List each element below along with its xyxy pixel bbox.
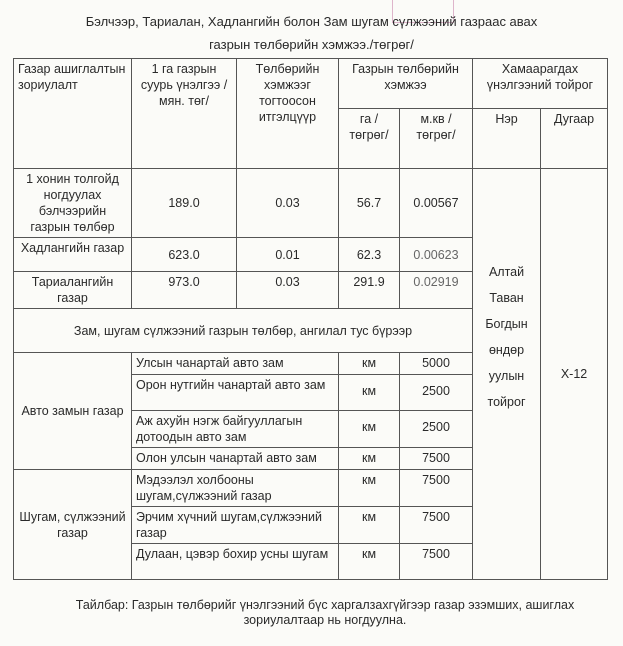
row-purpose: Хадлангийн газар [14,238,132,272]
row-sqm: 0.02919 [400,272,473,309]
road-item-value: 7500 [400,448,473,470]
row-ha: 56.7 [339,169,400,238]
row-base: 623.0 [132,238,237,272]
zone-name [473,169,541,580]
road-item-unit: км [339,448,400,470]
line-item-unit: км [339,470,400,507]
header-base-value: 1 га газрын суурь үнэлгээ /мян. төг/ [132,59,237,169]
header-coefficient: Төлбөрийн хэмжээг тогтоосон итгэлцүүр [237,59,339,169]
line-item-value: 7500 [400,470,473,507]
road-group: Авто замын газар [14,353,132,470]
header-number: Дугаар [541,109,608,169]
line-item-value: 7500 [400,507,473,544]
row-coef: 0.01 [237,238,339,272]
row-base: 973.0 [132,272,237,309]
road-item-label: Аж ахуйн нэгж байгууллагын дотоодын авто зам [132,411,339,448]
line-item-unit: км [339,507,400,544]
zone-name-line: Алтай [488,265,525,279]
header-payment-group: Газрын төлбөрийн хэмжээ [339,59,473,109]
header-per-sqm: м.кв /төгрөг/ [400,109,473,169]
road-item-label: Орон нутгийн чанартай авто зам [132,375,339,411]
section-title: Зам, шугам сүлжээний газрын төлбөр, ангилал тус бүрээр [14,309,473,353]
row-purpose: 1 хонин толгойд ногдуулах бэлчээрийн газрын төлбөр [14,169,132,238]
document-title [0,10,623,56]
road-item-unit: км [339,375,400,411]
title-line-1: Бэлчээр, Тариалан, Хадлангийн болон Зам шугам сүлжээний газраас авах [85,14,538,29]
lines-group: Шугам, сүлжээний газар [14,470,132,580]
road-item-value: 2500 [400,375,473,411]
row-base: 189.0 [132,169,237,238]
road-item-unit: км [339,353,400,375]
zone-name-line: уулын [488,369,525,383]
row-ha: 62.3 [339,238,400,272]
row-ha: 291.9 [339,272,400,309]
line-item-value: 7500 [400,544,473,580]
line-item-unit: км [339,544,400,580]
table-row [14,169,608,238]
zone-name-line: Богдын [485,317,528,331]
road-item-value: 2500 [400,411,473,448]
road-item-label: Олон улсын чанартай авто зам [132,448,339,470]
header-purpose: Газар ашиглалтын зориулалт [14,59,132,169]
row-coef: 0.03 [237,272,339,309]
line-item-label: Эрчим хүчний шугам,сүлжээний газар [132,507,339,544]
header-name: Нэр [473,109,541,169]
line-item-label: Дулаан, цэвэр бохир усны шугам [132,544,339,580]
zone-name-line: Таван [489,291,524,305]
title-line-2: газрын төлбөрийн хэмжээ./төгрөг/ [209,37,414,52]
zone-number: X-12 [541,169,608,580]
zone-name-line: тойрог [487,395,526,409]
fee-table [13,58,608,580]
row-sqm: 0.00623 [400,238,473,272]
row-coef: 0.03 [237,169,339,238]
zone-name-line: өндөр [488,343,525,357]
header-per-ha: га /төгрөг/ [339,109,400,169]
row-sqm: 0.00567 [400,169,473,238]
road-item-label: Улсын чанартай авто зам [132,353,339,375]
road-item-unit: км [339,411,400,448]
line-item-label: Мэдээлэл холбооны шугам,сүлжээний газар [132,470,339,507]
header-belonging-group: Хамаарагдах үнэлгээний тойрог [473,59,608,109]
road-item-value: 5000 [400,353,473,375]
row-purpose: Тариалангийн газар [14,272,132,309]
footnote: Тайлбар: Газрын төлбөрийг үнэлгээний бүс харгалзахгүйгээр газар эзэмших, ашиглах зориулалтаар нь ногдуулна. [75,598,575,627]
